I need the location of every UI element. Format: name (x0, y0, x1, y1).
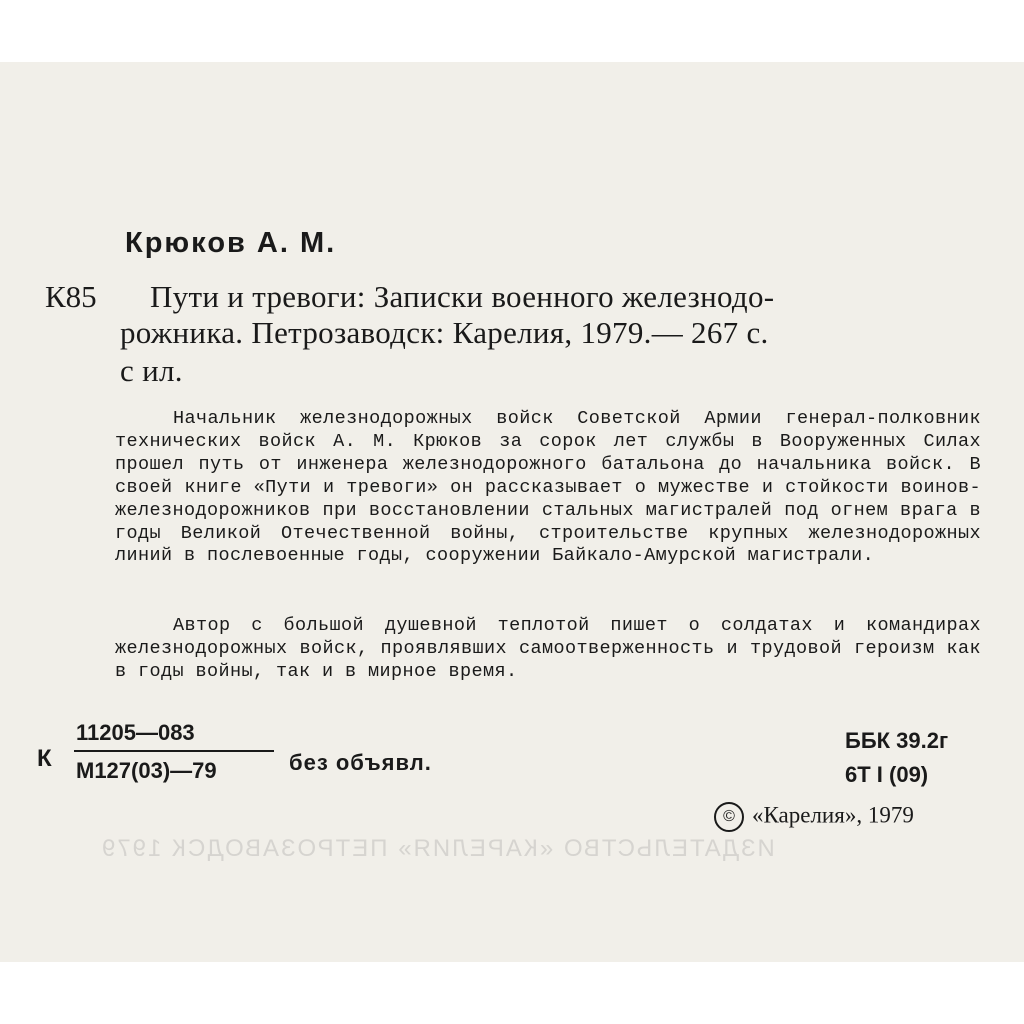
title-line-3: с ил. (120, 353, 183, 388)
index-letter: К (37, 745, 52, 772)
book-page (0, 62, 1024, 962)
no-announcement-note: без объявл. (289, 750, 432, 775)
fraction-divider (74, 750, 274, 752)
title-line-1: Пути и тревоги: Записки военного железнодо- (150, 279, 775, 314)
title-line-2: рожника. Петрозаводск: Карелия, 1979.— 267 с. (120, 315, 769, 350)
author-name: Крюков А. М. (125, 227, 337, 259)
copyright-text: «Карелия», 1979 (752, 802, 914, 828)
annotation-paragraph-2: Автор с большой душевной теплотой пишет о солдатах и командирах железнодорожных войск, проявлявших самоотверженность и трудовой героизм как в годы войны, так и в мирное время. (115, 615, 981, 682)
copyright-icon: © (714, 802, 744, 832)
index-numerator: 11205—083 (76, 720, 195, 745)
index-denominator: М127(03)—79 (76, 758, 217, 783)
copyright-line (714, 802, 914, 832)
annotation-paragraph-1: Начальник железнодорожных войск Советской Армии генерал-полковник технических войск А. М. Крюков за сорок лет службы в Вооруженных Силах прошел путь от инженера железнодорожного батальона до начальника войск. В своей книге «Пути и тревоги» он рассказывает о мужестве и стойкости воинов-железнодорожников при восстановлении стальных магистралей под огнем врага в годы Великой Отечественной войны, строительстве крупных железнодорожных линий в послевоенные годы, сооружении Байкало-Амурской магистрали. (115, 408, 981, 567)
bbk-line-1: ББК 39.2г (845, 728, 949, 753)
bbk-line-2: 6Т I (09) (845, 762, 929, 787)
classification-code: К85 (45, 279, 97, 314)
show-through-text: ИЗДАТЕЛЬСТВО «КАРЕЛИЯ» ПЕТРОЗАВОДСК 1979 (100, 835, 775, 862)
